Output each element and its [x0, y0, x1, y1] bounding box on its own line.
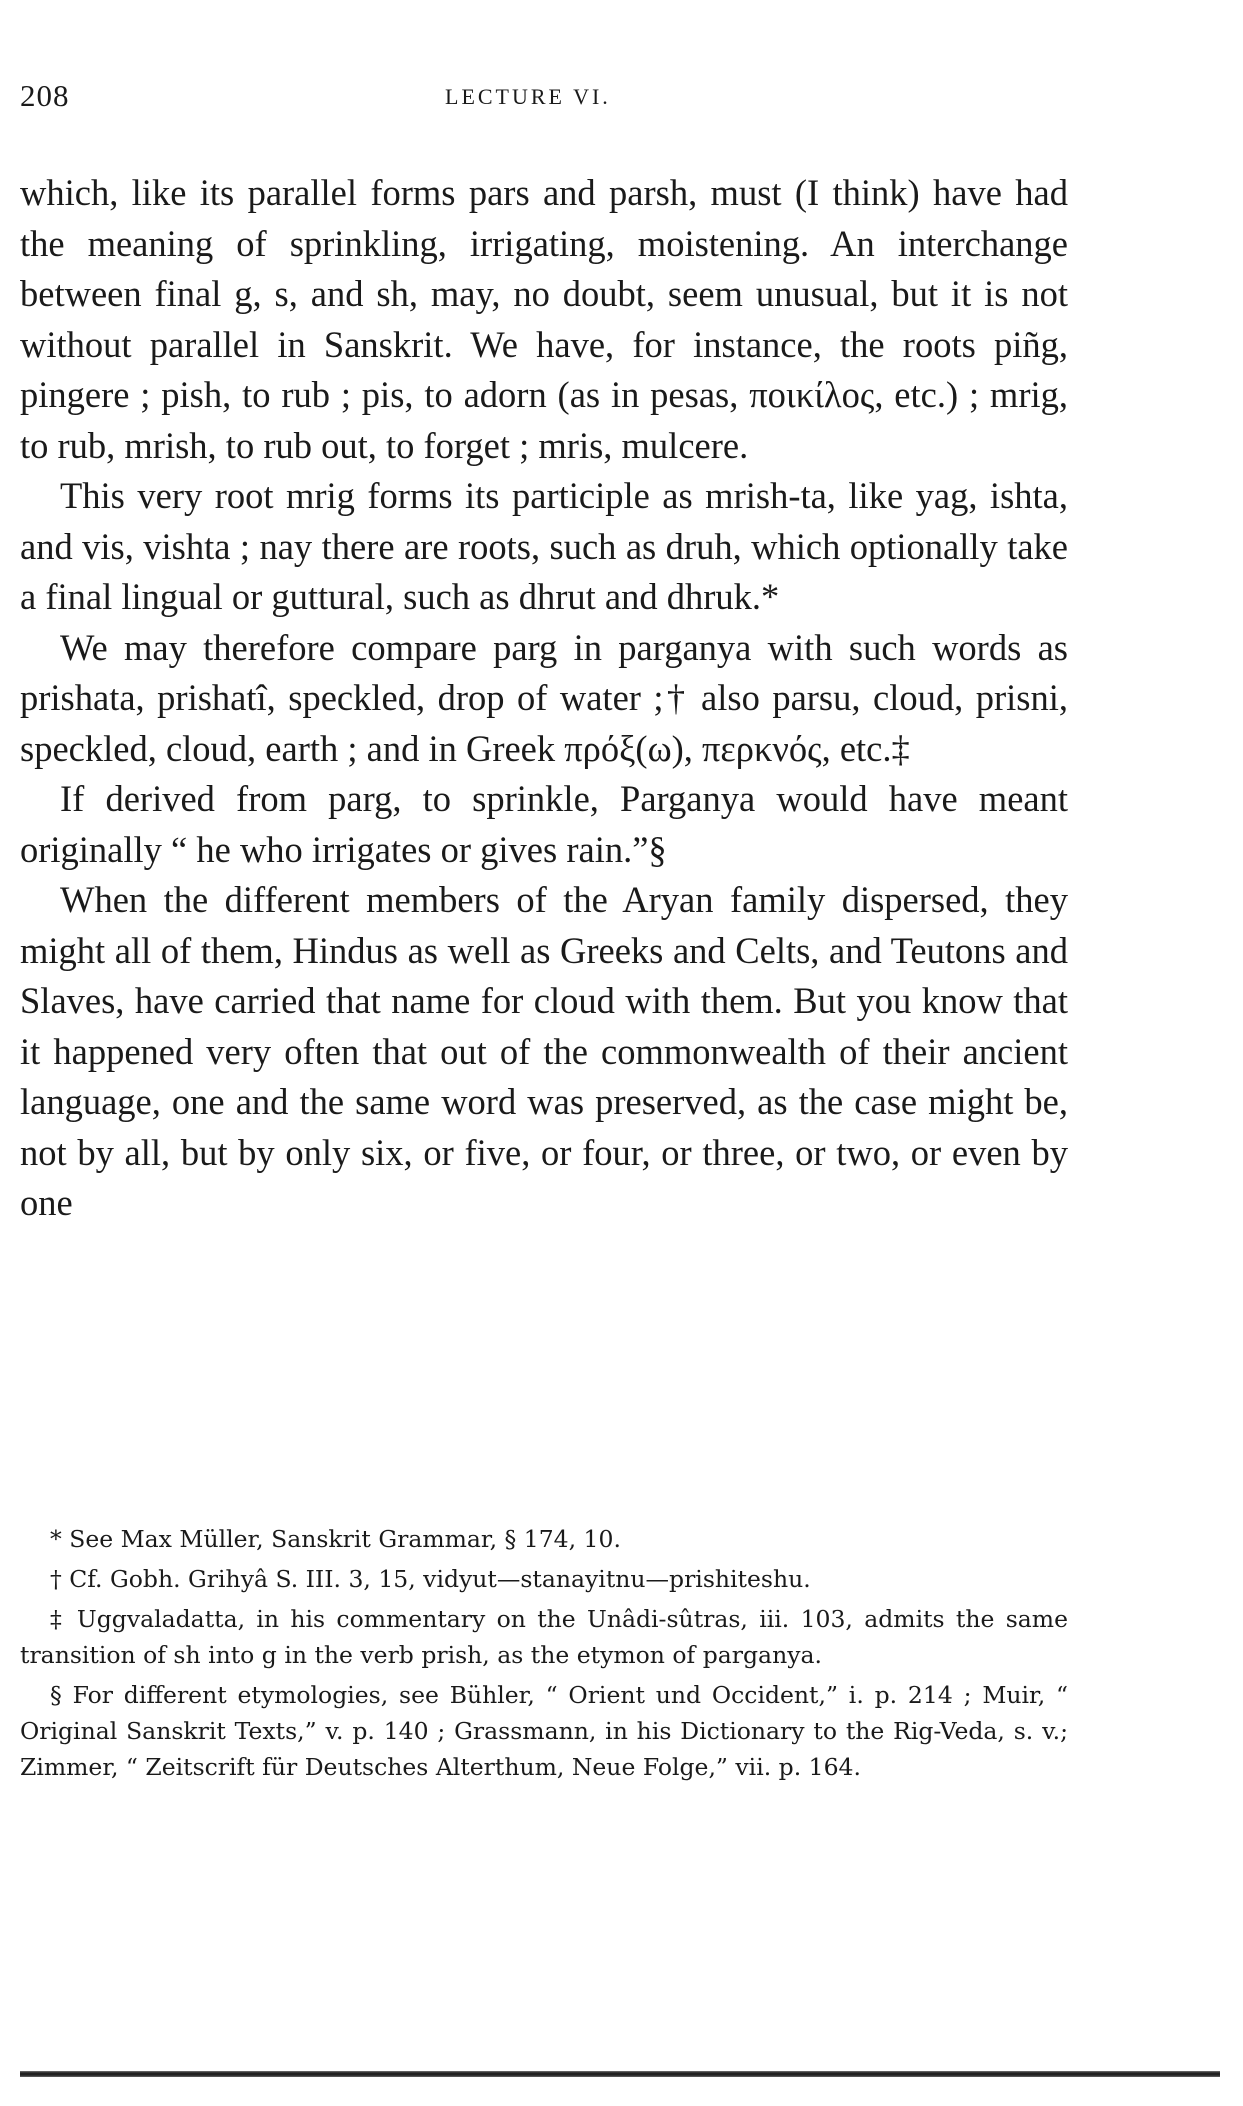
footnote-asterisk: * See Max Müller, Sanskrit Grammar, § 174, 10. [50, 1525, 621, 1553]
footnote-section: § For different etymologies, see Bühler, “ Orient und Occident,” i. p. 214 ; Muir, “ Original Sanskrit Texts,” v. p. 140 ; Grassmann, in his Dictionary to the Rig-Veda, s. v.; Zimmer, “ Zeitscrift für Deutsches Alterthum, Neue Folge,” vii. p. 164. [20, 1681, 1068, 1781]
running-head [20, 78, 1063, 118]
paragraph-derived-parganya: If derived from parg, to sprinkle, Parganya would have meant originally “ he who irrigates or gives rain.”§ [20, 778, 1068, 870]
paragraph-aryan-family: When the different members of the Aryan family dispersed, they might all of them, Hindus as well as Greeks and Celts, and Teutons and Slaves, have carried that name for cloud with them. But you know that it happened very often that out of the commonwealth of their ancient language, one and the same word was preserved, as the case might be, not by all, but by only six, or five, or four, or three, or two, or even by one [20, 879, 1068, 1223]
bottom-rule [20, 2071, 1220, 2077]
paragraph-compare-parg: We may therefore compare parg in parganya with such words as prishata, prishatî, speckled, drop of water ;† also parsu, cloud, prisni, speckled, cloud, earth ; and in Greek πρόξ(ω), περκνός, etc.‡ [20, 626, 1068, 769]
footnotes [20, 1521, 1068, 1789]
footnote-dagger: † Cf. Gobh. Grihyâ S. III. 3, 15, vidyut—stanayitnu—prishiteshu. [50, 1565, 811, 1593]
paragraph-continued: which, like its parallel forms pars and parsh, must (I think) have had the meaning of sprinkling, irrigating, moistening. An interchange between final g, s, and sh, may, no doubt, seem unusual, but it is not without parallel in Sanskrit. We have, for instance, the roots piñg, pingere ; pish, to rub ; pis, to adorn (as in pesas, ποικίλος, etc.) ; mrig, to rub, mrish, to rub out, to forget ; mris, mulcere. [20, 172, 1068, 466]
header-title: LECTURE VI. [445, 84, 611, 109]
page-number: 208 [20, 78, 70, 113]
body-text [20, 168, 1068, 1229]
paragraph-root-mrig: This very root mrig forms its participle as mrish-ta, like yag, ishta, and vis, vishta ; nay there are roots, such as druh, which optionally take a final lingual or guttural, such as dhrut and dhruk.* [20, 475, 1068, 617]
footnote-double-dagger: ‡ Uggvaladatta, in his commentary on the Unâdi-sûtras, iii. 103, admits the same transition of sh into g in the verb prish, as the etymon of parganya. [20, 1605, 1068, 1669]
